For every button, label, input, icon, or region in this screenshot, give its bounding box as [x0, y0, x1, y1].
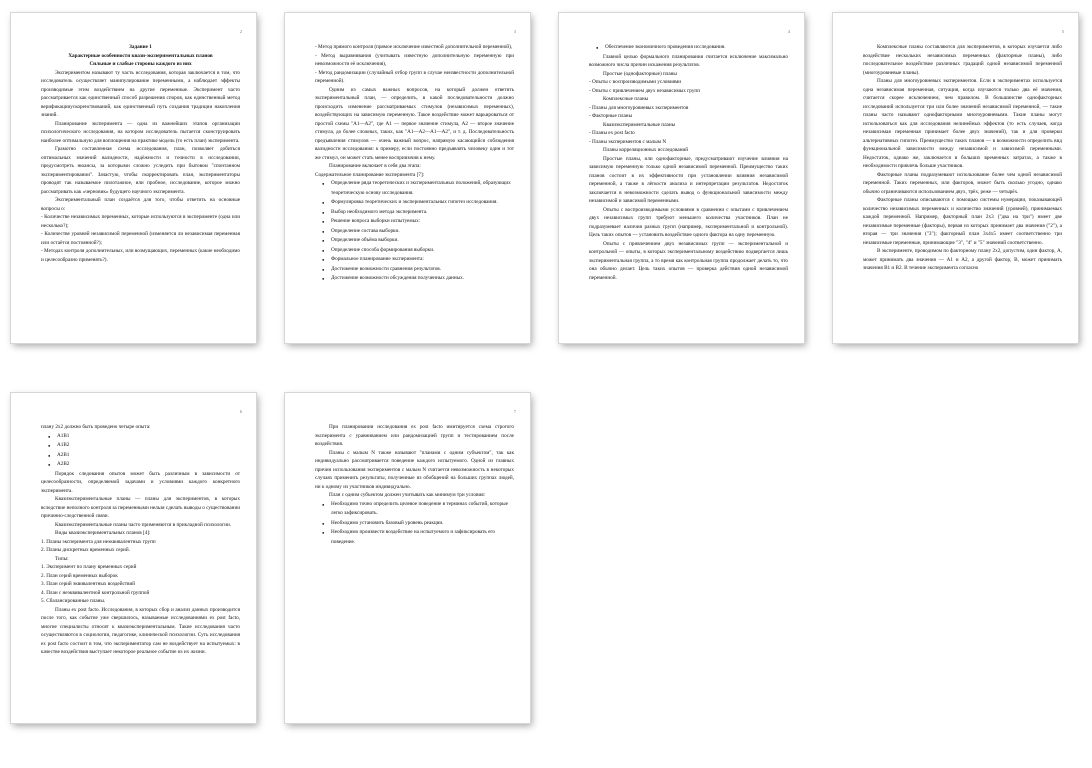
list-item: ● А1В2 — [57, 441, 240, 451]
bullet-list — [315, 179, 514, 284]
heading: Характерные особенности квази-экспериментальных планов — [68, 52, 213, 59]
paragraph: При планировании исследования ex post facto имитируется схема строгого эксперимента с уравниванием или рандомизацией групп и тестированием после воздействия. — [315, 424, 514, 447]
page-content — [315, 423, 514, 713]
list-item: ● Определение способа формирования выборки. — [331, 246, 514, 256]
list-item: ● Обеспечение экономичного проведения исследования. — [605, 43, 788, 53]
paragraph: Квазиэкспериментальные планы часто применяются в прикладной психологии. — [55, 521, 232, 528]
paragraph: 2. План серий временных выборок — [41, 572, 118, 579]
list-item: ● Формальное планирование эксперимента: — [331, 255, 514, 265]
paragraph: Одним из самых важных вопросов, на который должен ответить экспериментальный план, — определить, в какой последовательности должно происходить изменение рассматриваемых стимулов (независимых переменных), воздействующих на зависимую переменную. Такое воздействие может варьироваться от простой схемы "А1—А2", где А1 — первое значение стимула, А2 — второе значение стимула, до более сложных, таких, как "А1—А2—А1—А2", и т. д. Последовательность предъявления стимулов — очень важный вопрос, напрямую касающийся соблюдения валидности исследования: к примеру, если постоянно предъявлять человеку один и тот же стимул, он может стать менее восприимчив к нему. — [315, 86, 514, 161]
paragraph: - Количестве уровней независимой переменной (изменяется ли независимая переменная или остаётся постоянной?); — [41, 231, 240, 246]
page-number: 7 — [513, 409, 516, 414]
paragraph: 4. План с неэквивалентной контрольной группой — [41, 589, 150, 596]
paragraph: - Метод рандомизации (случайный отбор групп в случае неизвестности дополнительной переменной). — [315, 69, 514, 84]
paragraph: Грамотно составленная схема исследования, план, позволяет добиться оптимальных значений валидности, надёжности и точности в исследовании, предусмотреть нюансы, за которыми сложно уследить при бытовом "спонтанном экспериментировании". Зачастую, чтобы скорректировать план, экспериментаторы проводят так называемое пилотажное, или пробное, исследование, которое можно рассматривать как «черновик» будущего научного эксперимента. — [41, 146, 240, 195]
bullet-list — [41, 432, 240, 470]
bullet-list — [589, 43, 788, 53]
paragraph: Комплексные планы составляются для экспериментов, в которых изучается либо воздействие нескольких независимых переменных (факторные планы), либо последовательное воздействие различных градаций одной независимой переменной (многоуровневые планы). — [863, 44, 1062, 76]
page-content — [315, 43, 514, 333]
paragraph: - Метод прямого контроля (прямое исключение известной дополнительной переменной), — [315, 44, 513, 50]
paragraph: - Количестве независимых переменных, которые используются в эксперименте (одна или несколько?); — [41, 214, 240, 229]
paragraph: - Планы для многоуровневых экспериментов — [589, 104, 689, 111]
heading: Сильные и слабые стороны каждого из них — [89, 61, 192, 67]
list-item: ● Выбор необходимого метода эксперимента. — [331, 208, 514, 218]
list-item: ● Достижение возможности сравнения результатов. — [331, 265, 514, 275]
paragraph: - Метод выравнивания (учитывать известную дополнительную переменную при невозможности её исключения), — [315, 52, 514, 67]
list-item: ● Достижение возможности обсуждения полученных данных. — [331, 274, 514, 284]
page-number: 6 — [239, 409, 242, 414]
list-item: ● А1В1 — [57, 432, 240, 442]
paragraph: Квазиэкспериментальные планы — [603, 121, 676, 128]
paragraph: Планы ex post facto. Исследования, в которых сбор и анализ данных производится после того, как событие уже свершилось, называемые исследованиями ex post facto, многие специалисты относят к квазиэкспериментальным. Такие исследования часто осуществляются в социологии, педагогике, клинической психологии. Суть исследования ex post facto состоит в том, что экспериментатор сам не воздействует на испытуемых: в качестве воздействия выступает некоторое реальное событие из их жизни. — [41, 606, 240, 655]
list-item: ● А2В2 — [57, 460, 240, 470]
page-number: 4 — [787, 29, 790, 34]
paragraph: Простые планы, или однофакторные, предусматривают изучение влияния на зависимую переменную только одной независимой переменной. Преимущество таких планов состоит в их эффективности при установлении влияния независимой переменной, а также в лёгкости анализа и интерпретации результатов. Недостаток заключается в невозможности сделать вывод о функциональной зависимости между независимой и зависимой переменными. — [589, 155, 788, 204]
paragraph: Виды квазиэкспериментальных планов [4]: — [55, 530, 151, 536]
paragraph: Опыты с воспроизводимыми условиями в сравнении с опытами с привлечением двух независимых групп требуют меньшего количества участников. План не подразумевает наличия разных групп (например, экспериментальной и контрольной). Цель таких опытов — установить воздействие одного фактора на одну переменную. — [589, 206, 788, 238]
paragraph: - Планы ex post facto — [589, 130, 635, 136]
list-item: ● Определение ряда теоретических и экспериментальных положений, образующих теоретическую основу исследования. — [331, 179, 514, 198]
list-item: ● Формулировка теоретических и экспериментальных гипотез исследования. — [331, 198, 514, 208]
paragraph: - Опыты с привлечением двух независимых групп — [589, 87, 700, 94]
page-content — [41, 423, 240, 713]
paragraph: Простые (однофакторные) планы — [603, 70, 677, 77]
bullet-list — [315, 500, 514, 548]
paragraph: 1. Планы эксперимента для неэквивалентных групп — [41, 538, 156, 545]
paragraph: Главной целью формального планирования считается исключение максимально возможного числа причин искажения результатов. — [589, 53, 788, 68]
paragraph: Содержательное планирование эксперимента [7]: — [315, 171, 425, 178]
page-thumbnail[interactable] — [833, 13, 1078, 343]
paragraph: Факторные планы описываются с помощью системы нумерации, показывающей количество независимых переменных и количество значений (уровней), принимаемых каждой переменной. Например, факторный план 2x3 ("два на три") имеет две независимые переменные (факторы), первая из которых принимает два значения ("2"), а вторая — три значения ("3"); факторный план 3x4x5 имеет соответственно три независимые переменные, принимающие "3", "4" и "5" значений соответственно. — [863, 197, 1062, 246]
list-item: ● Необходимо точно определить целевое поведение в терминах событий, которые легко зафиксировать. — [331, 500, 514, 519]
paragraph: Комплексные планы — [603, 96, 649, 102]
paragraph: Квазиэкспериментальные планы — планы для экспериментов, в которых вследствие неполного контроля за переменными нельзя сделать выводы о существовании причинно-следственной связи. — [41, 496, 240, 519]
paragraph: 3. План серий эквивалентных воздействий — [41, 581, 136, 587]
page-number: 5 — [1061, 29, 1064, 34]
heading: Задание 1 — [129, 44, 152, 50]
paragraph: Порядок следования опытов может быть различным в зависимости от целесообразности, определяемой задачами и условиями каждого конкретного эксперимента. — [41, 470, 240, 494]
list-item: ● Необходимо произвести воздействие на испытуемого и зафиксировать его поведение. — [331, 528, 514, 547]
page-number: 3 — [513, 29, 516, 34]
paragraph: В эксперименте, проводимом по факторному плану 2x2, допустим, один фактор, А, может принимать два значения — А1 и А2, а другой фактор, В, может принимать значения В1 и В2. В течение эксперимента согласно — [863, 248, 1062, 271]
paragraph: Планы с малым N также называют "планами с одним субъектом", так как индивидуально рассматривается поведение каждого испытуемого. Одной из главных причин использования экспериментов с малым N считается невозможность в некоторых случаях применить результаты, полученные из обобщений на больших группах людей, ни к одному из участников индивидуально. — [315, 449, 514, 490]
page-content — [41, 43, 240, 333]
page-thumbnail[interactable] — [11, 13, 256, 343]
paragraph: Опыты с привлечением двух независимых групп — экспериментальной и контрольной — опыты, в которых экспериментальному воздействию подвергается лишь экспериментальная группа, а то время как контрольная группа продолжает делать то, что она обычно делает. Цель таких опытов — проверка действия одной независимой переменной. — [589, 240, 788, 281]
paragraph: Планирование эксперимента — одна из важнейших этапов организации психологического исследования, на котором исследователь пытается сконструировать наиболее оптимальную для воплощения на практике модель (то есть план) эксперимента. — [41, 120, 240, 144]
paragraph: 5. Сбалансированные планы. — [41, 598, 106, 604]
paragraph: 2. Планы дискретных временных серий. — [41, 547, 130, 553]
paragraph: - Методах контроля дополнительных, или возмущающих, переменных (какие необходимо и целесообразно применять?). — [41, 248, 240, 263]
paragraph: Планы корреляционных исследований — [603, 147, 689, 153]
list-item: ● Необходимо установить базовый уровень реакции. — [331, 519, 514, 529]
list-item: ● Определение состава выборки. — [331, 227, 514, 237]
page-number: 2 — [239, 29, 242, 34]
paragraph: плану 2x2 должно быть проведено четыре опыта: — [41, 424, 151, 430]
page-thumbnail[interactable] — [285, 13, 530, 343]
paragraph: - Планы экспериментов с малым N — [589, 138, 667, 145]
page-content — [589, 43, 788, 333]
paragraph: План с одним субъектом должен учитывать как минимум три условия: — [329, 492, 486, 498]
paragraph: Типы: — [55, 555, 69, 562]
list-item: ● А2В1 — [57, 451, 240, 461]
list-item: ● Решение вопроса выборки испытуемых: — [331, 217, 514, 227]
page-thumbnail[interactable] — [285, 393, 530, 723]
paragraph: Экспериментом называют ту часть исследования, которая заключается в том, что исследователь осуществляет манипулирование переменными, а наблюдает эффекты производимые этим воздействием на другие переменные. Эксперимент часто рассматривается как единственный способ разрешения споров, как единственный метод верификацииускоренствований, как единственный путь создания традиции накопления знаний. — [41, 69, 240, 118]
paragraph: Экспериментальный план создаётся для того, чтобы ответить на основные вопросы о: — [41, 197, 240, 212]
page-thumbnail[interactable] — [11, 393, 256, 723]
paragraph: Планы для многоуровневых экспериментов. Если в экспериментах используется одна независимая переменная, ситуация, когда изучаются только два её значения, считается скорее исключением, чем правилом. В большинстве однофакторных исследований используется три или более значений независимой переменной, — такие планы часто называют однофакторными многоуровневыми. Такие планы могут использоваться как для исследования нелинейных эффектов (то есть случаев, когда независимая переменная принимает более двух значений), так и для проверки альтернативных гипотез. Преимущество таких планов — в возможности определить вид функциональной зависимости между независимой и зависимой переменными. Недостаток, однако же, заключается в больших временных затратах, а также в необходимости привлечь больше участников. — [863, 78, 1062, 169]
page-content — [863, 43, 1062, 333]
paragraph: - Опыты с воспроизводимыми условиями — [589, 79, 682, 85]
paragraph: 1. Эксперимент по плану временных серий — [41, 564, 137, 570]
page-thumbnail[interactable] — [559, 13, 804, 343]
paragraph: - Факторные планы — [589, 113, 633, 119]
list-item: ● Определение объёма выборки. — [331, 236, 514, 246]
paragraph: Планирование включает в себя два этапа: — [329, 163, 421, 169]
paragraph: Факторные планы подразумевают использование более чем одной независимой переменной. Таких переменных, или факторов, может быть сколько угодно, однако обычно ограничиваются использованием двух, трёх, реже — четырёх. — [863, 171, 1062, 195]
